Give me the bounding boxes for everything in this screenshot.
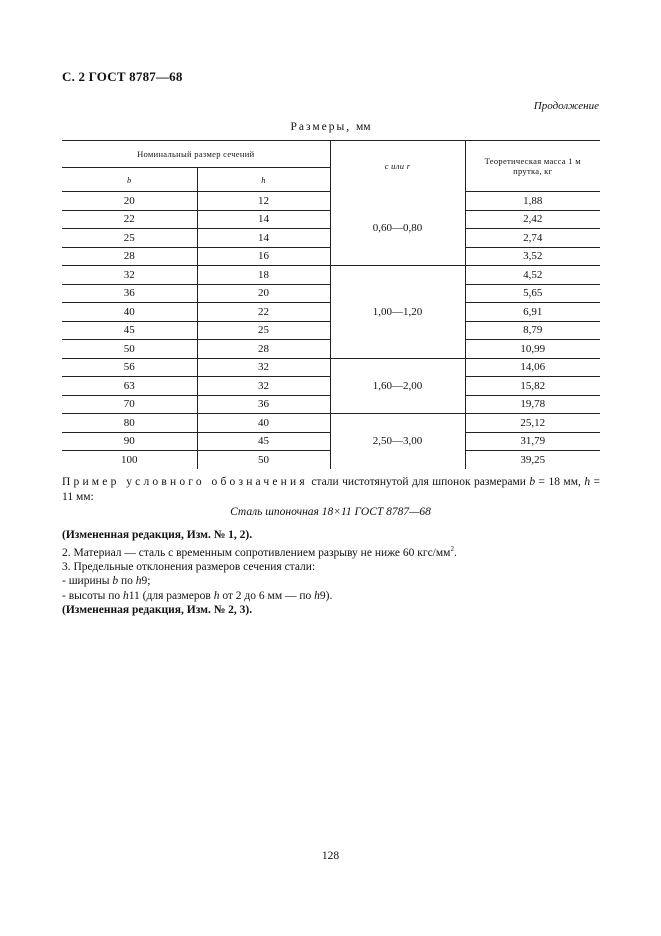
cell-b: 100 — [62, 451, 197, 469]
cell-mass: 39,25 — [520, 453, 546, 466]
cell-b: 70 — [62, 395, 197, 414]
note-material: 2. Материал — сталь с временным сопротивлением разрыву не ниже 60 кгс/$мм^2$. — [62, 545, 457, 560]
cell-b: 63 — [62, 377, 197, 396]
cell-h: 32 — [197, 358, 330, 377]
continuation-label: Продолжение — [533, 100, 599, 112]
cell-mass: 31,79 — [465, 432, 600, 451]
cell-h: 16 — [197, 247, 330, 266]
cell-c: 1,00—1,20 — [330, 266, 465, 359]
table-row — [62, 192, 600, 211]
table-body — [62, 192, 600, 469]
cell-c: 0,60—0,80 — [330, 192, 465, 266]
cell-mass: 6,91 — [465, 303, 600, 322]
example-lead: Пример условного обозначения — [62, 476, 308, 488]
cell-mass: 10,99 — [465, 340, 600, 359]
column-group-header: Номинальный размер сечений — [62, 141, 330, 168]
cell-h: 18 — [197, 266, 330, 285]
cell-b: 45 — [62, 321, 197, 340]
cell-c: 2,50—3,00 — [330, 414, 465, 469]
column-header-c: с или r — [330, 141, 465, 192]
cell-mass: 15,82 — [465, 377, 600, 396]
table-caption-text: Размеры, — [290, 121, 352, 133]
b-value: = 18 мм, — [535, 476, 585, 488]
cell-b: 36 — [62, 284, 197, 303]
cell-mass: 19,78 — [465, 395, 600, 414]
column-header-mass: Теоретическая масса 1 м прутка, кг — [465, 141, 600, 192]
cell-mass: 14,06 — [465, 358, 600, 377]
symbol-h: h — [584, 476, 591, 488]
cell-mass: 2,42 — [465, 210, 600, 229]
dimensions-table — [62, 140, 600, 469]
column-header-h: h — [197, 168, 330, 192]
example-text: стали чистотянутой для шпонок размерами — [307, 476, 526, 488]
column-header-b: b — [62, 168, 197, 192]
cell-h: 20 — [197, 284, 330, 303]
table-row — [62, 358, 600, 377]
cell-h: 14 — [197, 229, 330, 248]
edit-note-2: (Измененная редакция, Изм. № 2, 3). — [62, 603, 253, 616]
cell-mass: 5,65 — [465, 284, 600, 303]
cell-h: 12 — [197, 192, 330, 211]
table-caption — [0, 121, 661, 133]
cell-h: 32 — [197, 377, 330, 396]
cell-h: 22 — [197, 303, 330, 322]
cell-h: 45 — [197, 432, 330, 451]
table-row — [62, 414, 600, 433]
note-width-tolerance: - ширины b по h9; — [62, 575, 151, 588]
cell-h: 25 — [197, 321, 330, 340]
page-number: 128 — [321, 850, 340, 862]
cell-h: 40 — [197, 414, 330, 433]
document-header: С. 2 ГОСТ 8787—68 — [62, 69, 183, 84]
cell-h: 36 — [197, 395, 330, 414]
edit-note-1: (Измененная редакция, Изм. № 1, 2). — [62, 529, 253, 541]
cell-h: 28 — [197, 340, 330, 359]
cell-b: 22 — [62, 210, 197, 229]
symbol-b: b — [529, 476, 536, 488]
cell-b: 50 — [62, 340, 197, 359]
cell-b: 28 — [62, 247, 197, 266]
note-height-tolerance: - высоты по h11 (для размеров h от 2 до 6 мм — по h9). — [62, 589, 333, 602]
cell-mass: 2,74 — [465, 229, 600, 248]
cell-b: 40 — [62, 303, 197, 322]
designation-example: Сталь шпоночная 18×11 ГОСТ 8787—68 — [230, 506, 431, 518]
cell-b: 25 — [62, 229, 197, 248]
table-caption-unit: мм — [355, 121, 371, 133]
table-row — [62, 266, 600, 285]
cell-b: 32 — [62, 266, 197, 285]
h-value: = 11 мм: — [62, 476, 600, 503]
cell-b: 90 — [62, 432, 197, 451]
cell-b: 80 — [62, 414, 197, 433]
cell-h: 50 — [197, 451, 330, 469]
example-paragraph — [62, 475, 600, 505]
cell-mass: 8,79 — [465, 321, 600, 340]
cell-h: 14 — [197, 210, 330, 229]
cell-mass: 3,52 — [465, 247, 600, 266]
cell-mass: 25,12 — [465, 414, 600, 433]
note-tolerances: 3. Предельные отклонения размеров сечения стали: — [62, 561, 316, 574]
cell-mass: 1,88 — [465, 192, 600, 211]
cell-b: 20 — [62, 192, 197, 211]
cell-mass: 4,52 — [465, 266, 600, 285]
cell-b: 56 — [62, 358, 197, 377]
cell-c: 1,60—2,00 — [330, 358, 465, 414]
notes-section — [62, 528, 600, 617]
